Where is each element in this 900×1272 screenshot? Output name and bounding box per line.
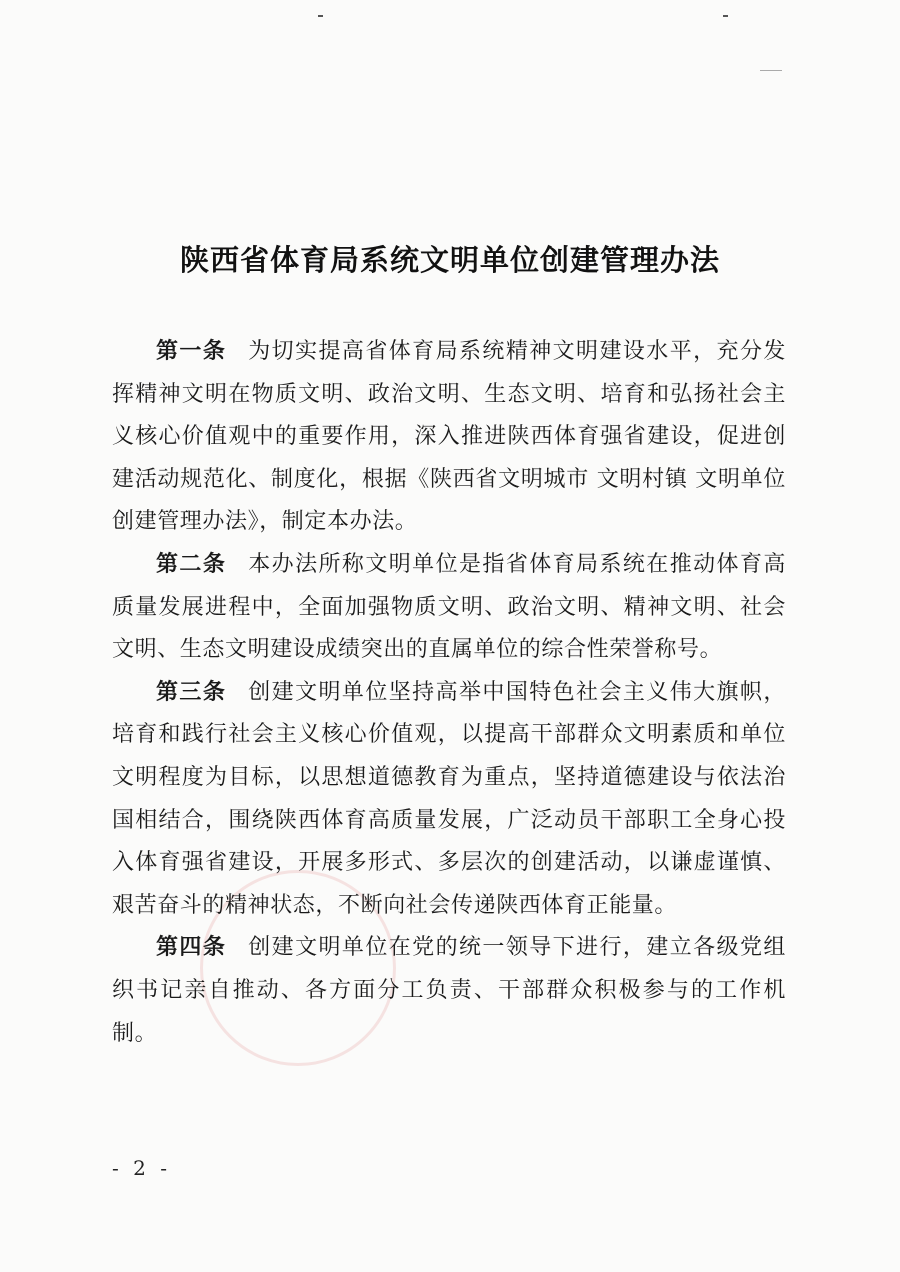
page-number: - 2 - [112,1156,171,1180]
article-text: 创建文明单位在党的统一领导下进行，建立各级党组织书记亲自推动、各方面分工负责、干部群众积极参与的工作机制。 [112,935,786,1046]
scan-artifact [318,15,323,17]
article-2 [112,544,786,672]
scan-artifact [760,70,782,71]
article-3 [112,672,786,928]
article-text: 创建文明单位坚持高举中国特色社会主义伟大旗帜，培育和践行社会主义核心价值观，以提高干部群众文明素质和单位文明程度为目标，以思想道德教育为重点，坚持道德建设与依法治国相结合，围绕陕西体育高质量发展，广泛动员干部职工全身心投入体育强省建设，开展多形式、多层次的创建活动，以谦虚谨慎、艰苦奋斗的精神状态，不断向社会传递陕西体育正能量。 [112,679,786,918]
article-4 [112,927,786,1055]
document-title: 陕西省体育局系统文明单位创建管理办法 [179,243,720,277]
article-text: 为切实提高省体育局系统精神文明建设水平，充分发挥精神文明在物质文明、政治文明、生态文明、培育和弘扬社会主义核心价值观中的重要作用，深入推进陕西体育强省建设，促进创建活动规范化、制度化，根据《陕西省文明城市 文明村镇 文明单位创建管理办法》，制定本办法。 [112,339,786,535]
article-heading: 第四条 [156,935,227,961]
article-1 [112,331,786,544]
article-heading: 第二条 [156,551,227,577]
article-text: 本办法所称文明单位是指省体育局系统在推动体育高质量发展进程中，全面加强物质文明、政治文明、精神文明、社会文明、生态文明建设成绩突出的直属单位的综合性荣誉称号。 [112,551,786,663]
document-body [112,331,786,1055]
article-heading: 第一条 [156,339,227,364]
scan-artifact [723,15,728,17]
article-heading: 第三条 [156,679,227,705]
